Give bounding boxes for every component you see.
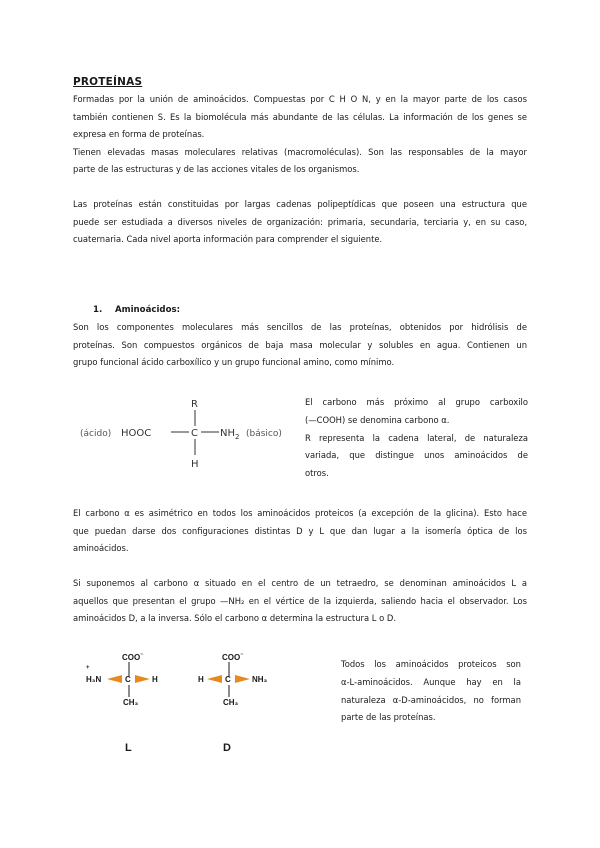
wedge-arrow-icon	[235, 675, 250, 683]
text-line: El carbono más próximo al grupo carboxilo	[305, 397, 528, 407]
d-label: D	[223, 742, 231, 754]
l-bottom-group: CH₃	[123, 698, 139, 707]
page-title: PROTEÍNAS	[73, 76, 143, 88]
alpha-carbon-paragraph	[73, 505, 527, 558]
section-heading	[93, 305, 180, 315]
text-line: Formadas por la unión de aminoácidos. Compuestas por C H O N, y en la mayor parte de los casos	[73, 94, 527, 104]
text-line: Todos los aminoácidos proteicos son	[341, 659, 521, 669]
aminoacids-paragraph	[73, 319, 527, 372]
formula-r: R	[191, 399, 198, 410]
text-line: R representa la cadena lateral, de naturaleza	[305, 432, 528, 443]
text-line: naturaleza α-D-aminoácidos, no forman	[341, 694, 521, 705]
section-number: 1.	[93, 305, 103, 315]
text-line: aquellos que presentan el grupo —NH₂ en el vértice de la izquierda, saliendo hacia el observador. Los	[73, 595, 527, 606]
l-right-group: H	[152, 675, 158, 684]
text-line: también contienen S. Es la biomolécula más abundante de las células. La información de los genes se	[73, 111, 527, 122]
text-line: (—COOH) se denomina carbono α.	[305, 414, 450, 425]
formula-h: H	[191, 459, 199, 470]
formula-carbon: C	[191, 428, 198, 439]
aminoacid-formula	[80, 395, 295, 475]
text-line: aminoácidos D, a la inversa. Sólo el carbono α determina la estructura L o D.	[73, 613, 396, 624]
wedge-arrow-icon	[107, 675, 122, 683]
text-line: Las proteínas están constituidas por largas cadenas polipeptídicas que poseen una estructura que	[73, 199, 527, 209]
text-line: que puedan darse dos configuraciones distintas D y L que dan lugar a la isomería óptica de los	[73, 525, 527, 536]
text-line: Si suponemos al carbono α situado en el centro de un tetraedro, se denominan aminoácidos L a	[73, 578, 527, 588]
d-left-group: H	[198, 675, 204, 684]
formula-description	[305, 394, 528, 483]
text-line: parte de las estructuras y de las acciones vitales de los organismos.	[73, 164, 360, 175]
intro-paragraph	[73, 91, 527, 179]
structures-description	[341, 656, 521, 727]
l-label: L	[125, 742, 132, 754]
text-line: parte de las proteínas.	[341, 712, 436, 723]
l-top-group: COO⁻	[122, 653, 144, 662]
formula-basic-label: (básico)	[246, 429, 282, 439]
text-line: aminoácidos.	[73, 543, 129, 554]
wedge-arrow-icon	[207, 675, 222, 683]
text-line: Tienen elevadas masas moleculares relativas (macromoléculas). Son las responsables de la mayor	[73, 146, 527, 157]
formula-amino: $NH_2$	[220, 428, 240, 441]
l-charge: +	[86, 665, 90, 671]
formula-acid-group: HOOC	[121, 428, 152, 439]
organization-paragraph	[73, 196, 527, 249]
d-top-group: COO⁻	[222, 653, 244, 662]
section-title: Aminoácidos:	[115, 305, 181, 315]
formula-acid-label: (ácido)	[80, 429, 112, 439]
text-line: puede ser estudiada a diversos niveles de organización: primaria, secundaria, terciaria y, en su caso,	[73, 216, 527, 227]
wedge-arrow-icon	[135, 675, 150, 683]
text-line: El carbono α es asimétrico en todos los aminoácidos proteicos (a excepción de la glicina). Esto hace	[73, 508, 527, 518]
d-right-group: NH₃	[252, 675, 268, 684]
d-bottom-group: CH₃	[223, 698, 239, 707]
text-line: variada, que distingue unos aminoácidos de	[305, 450, 528, 461]
l-aminoacid-structure	[86, 648, 176, 738]
d-aminoacid-structure	[196, 648, 286, 738]
text-line: expresa en forma de proteínas.	[73, 129, 205, 140]
text-line: otros.	[305, 468, 329, 479]
text-line: α-L-aminoácidos. Aunque hay en la	[341, 676, 521, 687]
text-line: grupo funcional ácido carboxílico y un grupo funcional amino, como mínimo.	[73, 357, 395, 368]
text-line: cuaternaria. Cada nivel aporta información para comprender el siguiente.	[73, 234, 383, 245]
d-center-carbon: C	[225, 675, 231, 684]
text-line: proteínas. Son compuestos orgánicos de baja masa molecular y solubles en agua. Contienen un	[73, 339, 527, 350]
tetrahedron-paragraph	[73, 575, 527, 628]
text-line: Son los componentes moleculares más sencillos de las proteínas, obtenidos por hidrólisis de	[73, 322, 527, 332]
l-left-group: H₃N	[86, 675, 102, 684]
l-center-carbon: C	[125, 675, 131, 684]
